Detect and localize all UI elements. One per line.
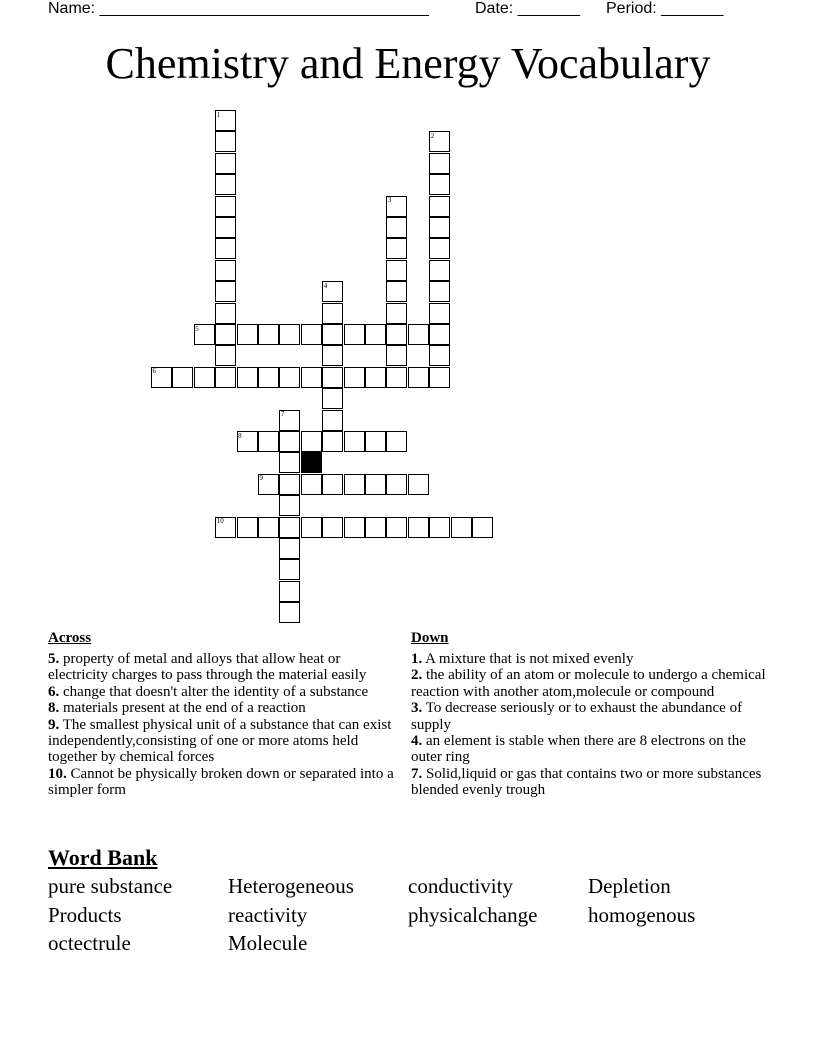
word-bank-title: Word Bank	[48, 845, 158, 870]
clue-item-text: an element is stable when there are 8 electrons on the outer ring	[411, 733, 746, 766]
clue-number: 9	[259, 474, 263, 483]
clue-item	[411, 766, 771, 799]
crossword-cell[interactable]	[386, 260, 407, 281]
word-bank-item: physicalchange	[408, 903, 538, 927]
clue-number: 1	[216, 110, 221, 119]
crossword-cell[interactable]	[386, 431, 407, 452]
word-bank-item: homogenous	[588, 903, 696, 927]
clue-item-text: To decrease seriously or to exhaust the abundance of supply	[411, 700, 743, 733]
crossword-cell[interactable]	[429, 174, 450, 195]
crossword-cell[interactable]	[301, 431, 322, 452]
clue-number: 4	[323, 281, 328, 290]
clue-number: 2	[430, 131, 435, 140]
crossword-cell[interactable]	[279, 602, 300, 623]
crossword-cell[interactable]	[215, 324, 236, 345]
crossword-cell[interactable]	[386, 303, 407, 324]
crossword-cell[interactable]	[322, 388, 343, 409]
clue-item-number: 10.	[48, 765, 67, 782]
crossword-cell[interactable]	[215, 174, 236, 195]
crossword-cell[interactable]	[429, 196, 450, 217]
crossword-cell[interactable]	[215, 345, 236, 366]
crossword-cell[interactable]	[237, 517, 258, 538]
crossword-cell[interactable]	[429, 260, 450, 281]
name-field[interactable]: Name: _____________________________________	[48, 0, 429, 17]
crossword-cell[interactable]	[429, 217, 450, 238]
crossword-cell[interactable]	[279, 324, 300, 345]
clue-item-text: the ability of an atom or molecule to undergo a chemical reaction with another atom,molecule or compound	[411, 667, 766, 700]
clue-item-number: 6.	[48, 683, 60, 700]
crossword-cell[interactable]	[472, 517, 493, 538]
crossword-cell[interactable]	[258, 517, 279, 538]
word-bank-item: conductivity	[408, 874, 513, 898]
crossword-cell[interactable]	[322, 367, 343, 388]
clue-item	[411, 733, 771, 766]
clue-item	[48, 684, 398, 700]
crossword-cell[interactable]	[386, 238, 407, 259]
crossword-cell[interactable]	[386, 345, 407, 366]
crossword-black-cell	[301, 452, 322, 473]
crossword-cell[interactable]	[215, 367, 236, 388]
word-bank-item: Molecule	[228, 931, 308, 955]
clue-item-text: A mixture that is not mixed evenly	[422, 651, 634, 667]
date-field[interactable]: Date: _______	[475, 0, 580, 17]
crossword-cell[interactable]	[215, 303, 236, 324]
clue-item-number: 3.	[411, 700, 423, 717]
crossword-cell[interactable]	[301, 324, 322, 345]
crossword-cell[interactable]	[344, 367, 365, 388]
crossword-cell[interactable]	[408, 517, 429, 538]
clue-item-text: Cannot be physically broken down or separated into a simpler form	[48, 765, 394, 799]
crossword-cell[interactable]	[365, 324, 386, 345]
crossword-cell[interactable]	[215, 131, 236, 152]
clue-item-text: change that doesn't alter the identity of a substance	[59, 683, 369, 700]
crossword-cell[interactable]	[322, 474, 343, 495]
crossword-cell[interactable]	[429, 345, 450, 366]
crossword-cell[interactable]	[322, 345, 343, 366]
clue-item-number: 7.	[411, 765, 423, 782]
crossword-cell[interactable]	[429, 281, 450, 302]
crossword-cell[interactable]	[301, 367, 322, 388]
crossword-cell[interactable]	[365, 367, 386, 388]
crossword-cell[interactable]	[322, 324, 343, 345]
clue-item-number: 4.	[411, 733, 423, 750]
crossword-cell[interactable]	[237, 367, 258, 388]
clue-item	[48, 766, 398, 799]
word-bank-item: reactivity	[228, 903, 308, 927]
crossword-cell[interactable]	[279, 581, 300, 602]
crossword-cell[interactable]	[344, 324, 365, 345]
period-field[interactable]: Period: _______	[606, 0, 724, 17]
clue-item-number: 2.	[411, 667, 423, 684]
crossword-cell[interactable]	[322, 410, 343, 431]
clue-number: 8	[238, 431, 242, 440]
down-clues	[411, 629, 771, 799]
crossword-cell[interactable]	[408, 367, 429, 388]
crossword-cell[interactable]	[429, 367, 450, 388]
word-bank-item: octectrule	[48, 931, 131, 955]
crossword-cell[interactable]	[279, 495, 300, 516]
crossword-cell[interactable]	[365, 431, 386, 452]
clue-number: 5	[195, 324, 199, 333]
crossword-cell[interactable]	[279, 452, 300, 473]
crossword-cell[interactable]	[215, 238, 236, 259]
clue-item	[48, 651, 398, 684]
crossword-cell[interactable]	[172, 367, 193, 388]
clue-item	[411, 651, 771, 667]
crossword-cell[interactable]	[258, 431, 279, 452]
crossword-cell[interactable]	[429, 517, 450, 538]
clue-item-number: 1.	[411, 651, 423, 667]
clue-item-text: materials present at the end of a reaction	[59, 700, 306, 717]
crossword-cell[interactable]	[215, 281, 236, 302]
clue-item-number: 5.	[48, 651, 60, 667]
clue-item	[48, 717, 398, 766]
clue-number: 3	[387, 196, 392, 205]
across-clues	[48, 629, 398, 799]
crossword-cell[interactable]	[429, 238, 450, 259]
clue-item-number: 8.	[48, 700, 60, 717]
crossword-cell[interactable]	[386, 217, 407, 238]
crossword-cell[interactable]	[279, 367, 300, 388]
crossword-cell[interactable]	[301, 517, 322, 538]
across-heading: Across	[48, 630, 92, 646]
crossword-cell[interactable]	[194, 367, 215, 388]
page-title: Chemistry and Energy Vocabulary	[105, 39, 711, 88]
crossword-cell[interactable]	[429, 153, 450, 174]
crossword-cell[interactable]	[386, 281, 407, 302]
word-bank-item: Depletion	[588, 874, 671, 898]
crossword-cell[interactable]	[429, 324, 450, 345]
clue-item	[48, 700, 398, 716]
crossword-cell[interactable]	[215, 217, 236, 238]
clue-item-text: Solid,liquid or gas that contains two or more substances blended evenly trough	[411, 765, 762, 799]
clue-item-text: The smallest physical unit of a substance that can exist independently,consisting of one or more atoms held together by chemical forces	[48, 716, 392, 766]
crossword-cell[interactable]	[322, 303, 343, 324]
clue-number: 7	[280, 410, 285, 419]
crossword-cell[interactable]	[258, 367, 279, 388]
word-bank-item: Heterogeneous	[228, 874, 354, 898]
crossword-cell[interactable]	[365, 517, 386, 538]
clue-item-number: 9.	[48, 716, 60, 733]
crossword-cell[interactable]	[344, 431, 365, 452]
crossword-cell[interactable]	[365, 474, 386, 495]
crossword-cell[interactable]	[386, 367, 407, 388]
crossword-cell[interactable]	[279, 538, 300, 559]
crossword-cell[interactable]	[408, 474, 429, 495]
crossword-cell[interactable]	[279, 559, 300, 580]
crossword-cell[interactable]	[322, 517, 343, 538]
crossword-cell[interactable]	[237, 324, 258, 345]
crossword-cell[interactable]	[322, 431, 343, 452]
crossword-cell[interactable]	[215, 260, 236, 281]
down-heading: Down	[411, 630, 449, 646]
crossword-cell[interactable]	[451, 517, 472, 538]
crossword-cell[interactable]	[258, 324, 279, 345]
crossword-cell[interactable]	[279, 517, 300, 538]
clue-item-text: property of metal and alloys that allow heat or electricity charges to pass through the material easily	[48, 651, 367, 684]
crossword-cell[interactable]	[429, 303, 450, 324]
clue-number: 6	[152, 367, 156, 376]
clue-item	[411, 700, 771, 733]
crossword-cell[interactable]	[279, 431, 300, 452]
crossword-cell[interactable]	[215, 196, 236, 217]
clue-item	[411, 667, 771, 700]
crossword-cell[interactable]	[386, 324, 407, 345]
crossword-cell[interactable]	[408, 324, 429, 345]
crossword-cell[interactable]	[386, 517, 407, 538]
crossword-cell[interactable]	[301, 474, 322, 495]
crossword-cell[interactable]	[215, 153, 236, 174]
word-bank-item: Products	[48, 903, 122, 927]
word-bank-item: pure substance	[48, 874, 173, 898]
crossword-cell[interactable]	[279, 474, 300, 495]
crossword-cell[interactable]	[344, 517, 365, 538]
crossword-cell[interactable]	[386, 474, 407, 495]
clue-number: 10	[216, 517, 224, 526]
crossword-cell[interactable]	[344, 474, 365, 495]
